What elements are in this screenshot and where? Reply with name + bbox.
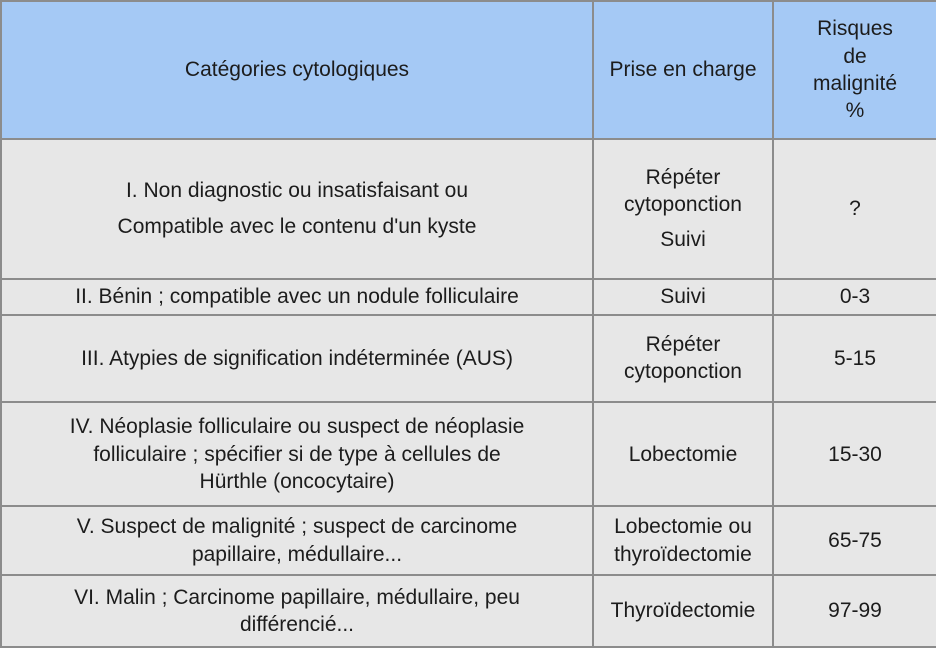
risk-cell: 65-75 xyxy=(773,506,936,574)
category-cell: II. Bénin ; compatible avec un nodule folliculaire xyxy=(1,279,593,315)
management-cell: Thyroïdectomie xyxy=(593,575,773,647)
category-line: Compatible avec le contenu d'un kyste xyxy=(117,214,477,238)
risk-cell: 5-15 xyxy=(773,315,936,402)
category-cell: VI. Malin ; Carcinome papillaire, médullaire, peu différencié... xyxy=(1,575,593,647)
header-category: Catégories cytologiques xyxy=(1,1,593,139)
management-cell: Lobectomie ou thyroïdectomie xyxy=(593,506,773,574)
risk-cell: ? xyxy=(773,139,936,279)
header-risk: Risques de malignité % xyxy=(773,1,936,139)
table-row xyxy=(1,402,936,506)
risk-cell: 97-99 xyxy=(773,575,936,647)
category-cell: V. Suspect de malignité ; suspect de carcinome papillaire, médullaire... xyxy=(1,506,593,574)
management-line: Suivi xyxy=(660,228,706,252)
table-header-row xyxy=(1,1,936,139)
category-cell xyxy=(1,139,593,279)
management-line: Répéter cytoponction xyxy=(624,165,742,217)
category-cell: IV. Néoplasie folliculaire ou suspect de néoplasie folliculaire ; spécifier si de type à cellules de Hürthle (oncocytaire) xyxy=(1,402,593,506)
management-cell: Lobectomie xyxy=(593,402,773,506)
table-row xyxy=(1,279,936,315)
management-cell: Suivi xyxy=(593,279,773,315)
header-management: Prise en charge xyxy=(593,1,773,139)
table-row xyxy=(1,575,936,647)
table-row xyxy=(1,506,936,574)
table-row xyxy=(1,139,936,279)
risk-cell: 0-3 xyxy=(773,279,936,315)
category-line: I. Non diagnostic ou insatisfaisant ou xyxy=(125,179,469,203)
management-cell xyxy=(593,139,773,279)
table-row xyxy=(1,315,936,402)
category-cell: III. Atypies de signification indéterminée (AUS) xyxy=(1,315,593,402)
risk-cell: 15-30 xyxy=(773,402,936,506)
management-cell: Répéter cytoponction xyxy=(593,315,773,402)
